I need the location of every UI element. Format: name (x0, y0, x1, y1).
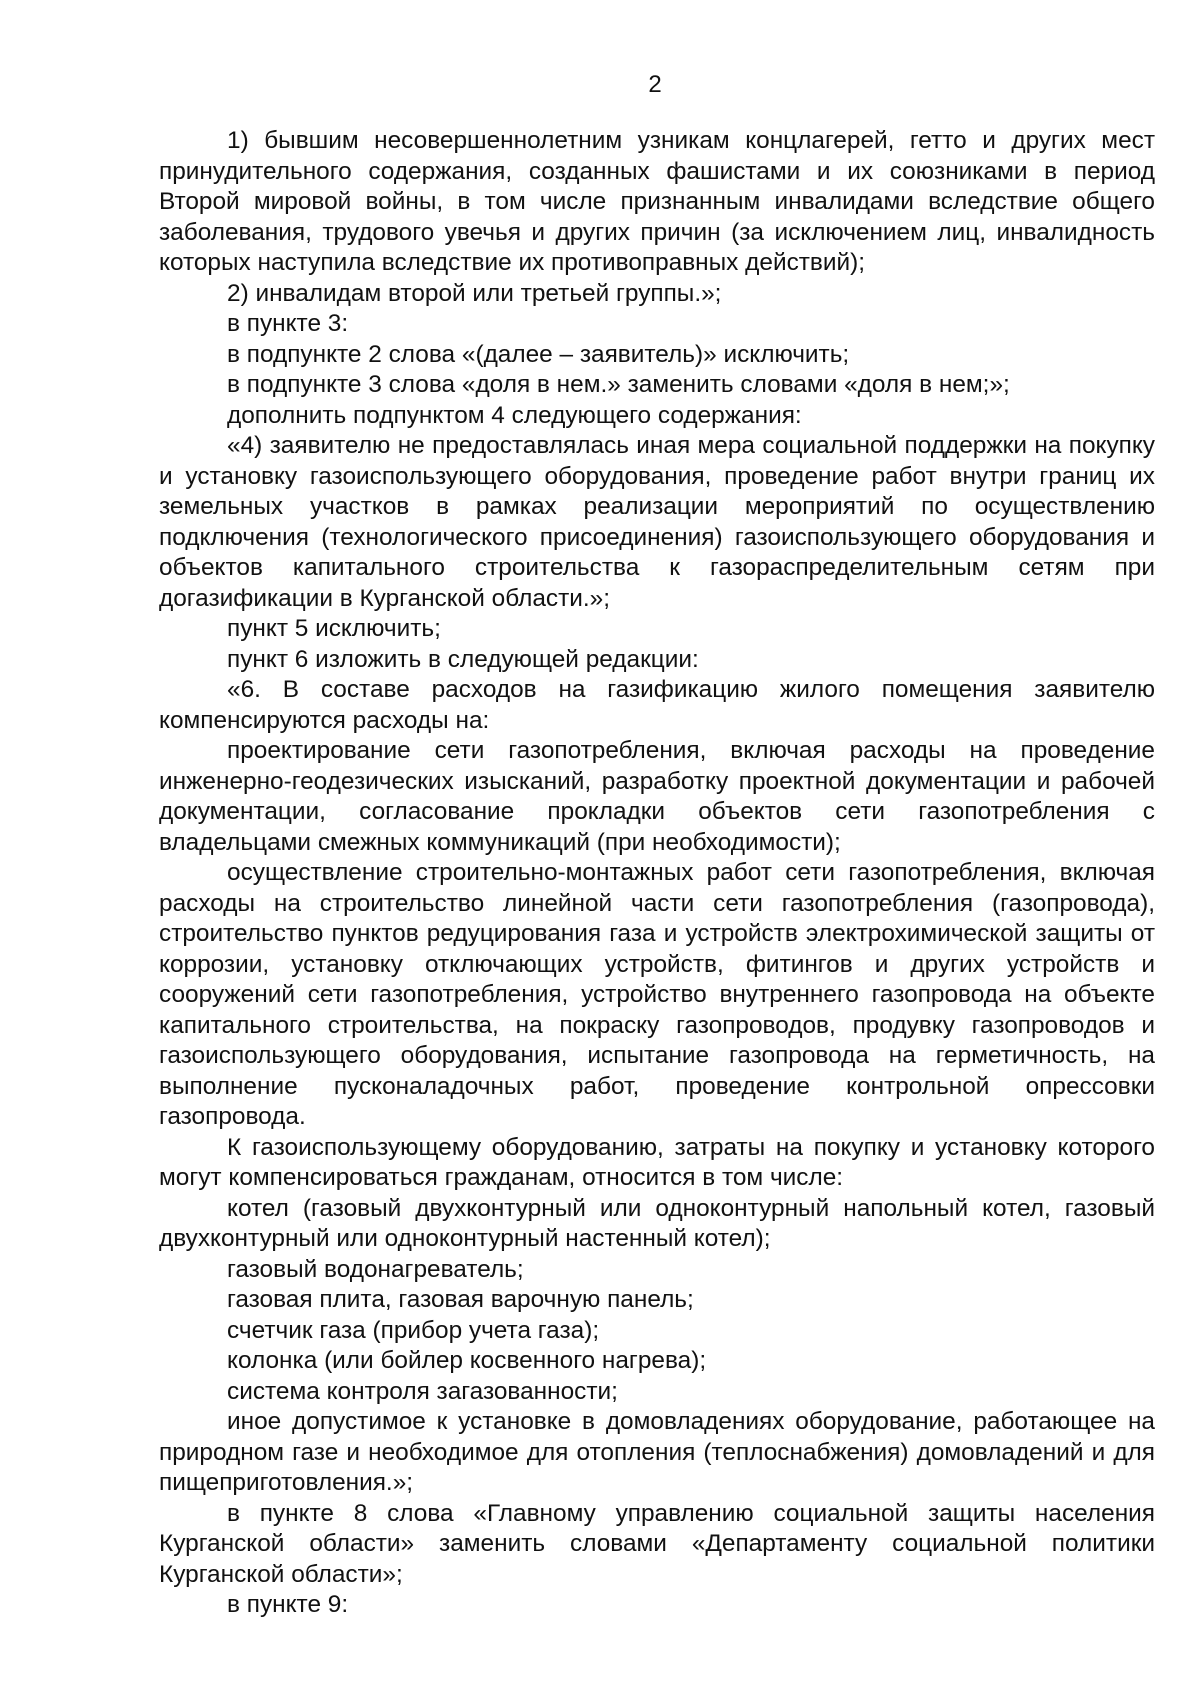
paragraph-equipment-boiler: котел (газовый двухконтурный или одноконтурный напольный котел, газовый двухконтурный или одноконтурный настенный котел); (159, 1194, 1155, 1252)
paragraph-subpoint-4-text: «4) заявителю не предоставлялась иная мера социальной поддержки на покупку и установку газоиспользующего оборудования, проведение работ внутри границ их земельных участков в рамках реализации мероприятий по осуществлению подключения (технологического присоединения) газоиспользующего оборудования и объектов капитального строительства к газораспределительным сетям при догазификации в Курганской области.»; (159, 432, 1155, 612)
paragraph-point-5: пункт 5 исключить; (227, 615, 441, 642)
paragraph-point-6-text: «6. В составе расходов на газификацию жилого помещения заявителю компенсируются расходы на: (159, 676, 1155, 734)
paragraph-point-6-intro: пункт 6 изложить в следующей редакции: (227, 645, 699, 673)
paragraph-item-1: 1) бывшим несовершеннолетним узникам концлагерей, гетто и других мест принудительного содержания, созданных фашистами и их союзниками в период Второй мировой войны, в том числе признанным инвалидами вследствие общего заболевания, трудового увечья и других причин (за исключением лиц, инвалидность которых наступила вследствие их противоправных действий); (159, 127, 1155, 276)
paragraph-subpoint-2: в подпункте 2 слова «(далее – заявитель)» исключить; (227, 340, 850, 368)
paragraph-construction-costs: осуществление строительно-монтажных работ сети газопотребления, включая расходы на строительство линейной части сети газопотребления (газопровода), строительство пунктов редуцирования газа и устройств электрохимической защиты от коррозии, установку отключающих устройств, фитингов и других устройств и сооружений сети газопотребления, устройство внутреннего газопровода на объекте капитального строительства, на покраску газопроводов, продувку газопроводов и газоиспользующего оборудования, испытание газопровода на герметичность, на выполнение пусконаладочных работ, проведение контрольной опрессовки газопровода. (159, 859, 1155, 1130)
page-number: 2 (648, 71, 662, 98)
paragraph-equipment-other: иное допустимое к установке в домовладениях оборудование, работающее на природном газе и необходимое для отопления (теплоснабжения) домовладений и для пищеприготовления.»; (159, 1408, 1155, 1496)
document-body (159, 126, 1155, 1621)
paragraph-equipment-column: колонка (или бойлер косвенного нагрева); (227, 1347, 707, 1374)
paragraph-add-subpoint-4: дополнить подпунктом 4 следующего содержания: (227, 401, 802, 429)
paragraph-item-2: 2) инвалидам второй или третьей группы.»; (227, 279, 722, 307)
paragraph-point-9: в пункте 9: (227, 1591, 349, 1618)
paragraph-design-costs: проектирование сети газопотребления, включая расходы на проведение инженерно-геодезических изысканий, разработку проектной документации и рабочей документации, согласование прокладки объектов сети газопотребления с владельцами смежных коммуникаций (при необходимости); (159, 737, 1155, 856)
paragraph-equipment-gas-control: система контроля загазованности; (227, 1377, 618, 1405)
paragraph-subpoint-3: в подпункте 3 слова «доля в нем.» заменить словами «доля в нем;»; (227, 371, 1010, 398)
paragraph-point-8: в пункте 8 слова «Главному управлению социальной защиты населения Курганской области» заменить словами «Департаменту социальной политики Курганской области»; (159, 1499, 1155, 1588)
paragraph-point-3: в пункте 3: (227, 310, 349, 337)
paragraph-equipment-intro: К газоиспользующему оборудованию, затраты на покупку и установку которого могут компенсироваться гражданам, относится в том числе: (159, 1133, 1155, 1191)
paragraph-equipment-water-heater: газовый водонагреватель; (227, 1255, 524, 1283)
paragraph-equipment-stove: газовая плита, газовая варочную панель; (227, 1286, 694, 1313)
paragraph-equipment-meter: счетчик газа (прибор учета газа); (227, 1316, 600, 1344)
